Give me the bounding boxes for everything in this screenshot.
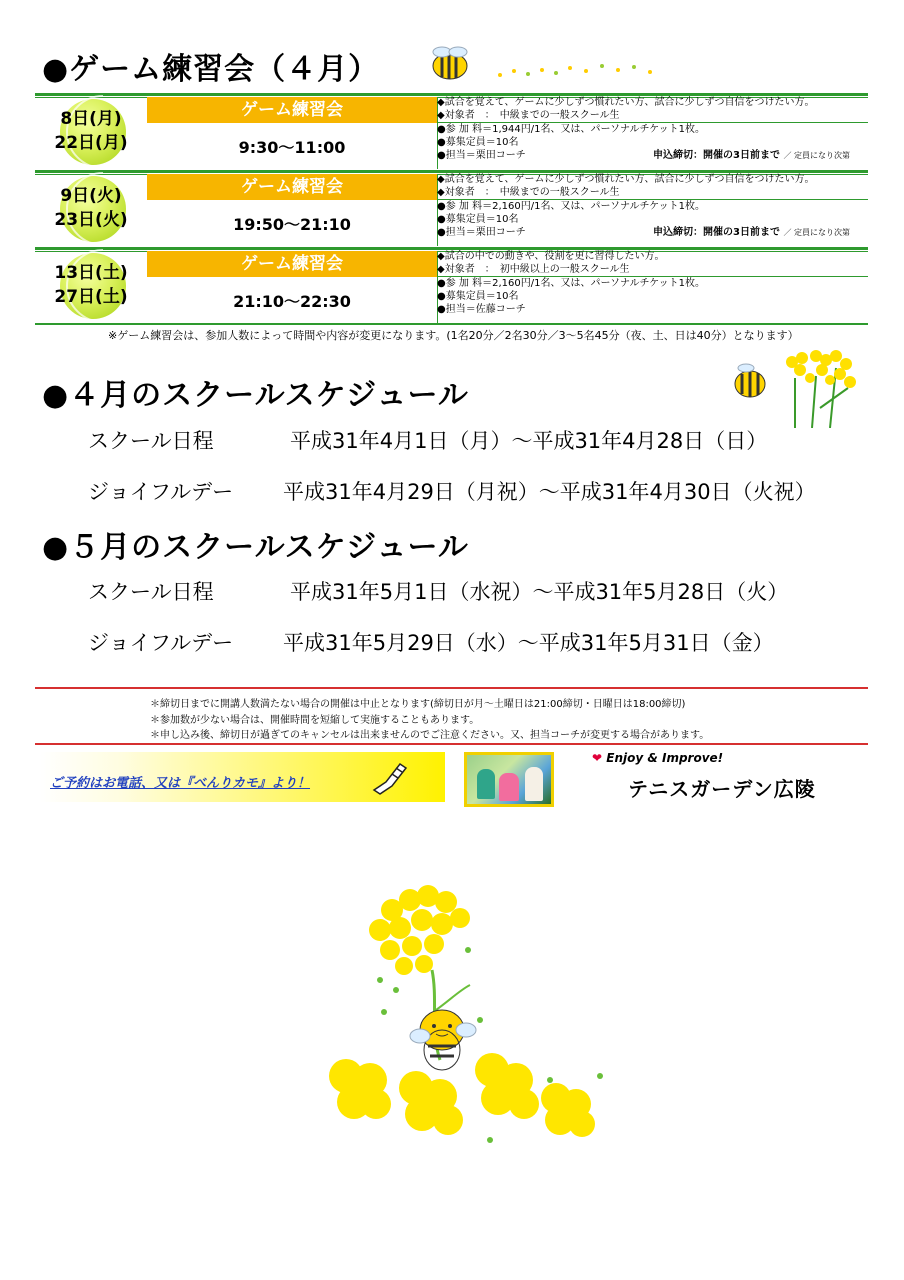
bee-icon <box>428 44 668 88</box>
event-title: ゲーム練習会 <box>147 251 437 277</box>
may-school-label: スクール日程 <box>88 580 214 604</box>
reserve-banner[interactable] <box>40 752 445 802</box>
deadline: 申込締切：開催の3日前まで <box>653 227 780 238</box>
event-date-2: 23日(火) <box>54 210 128 230</box>
slogan-text: Enjoy & Improve! <box>606 751 724 765</box>
may-joy-label: ジョイフルデー <box>88 631 234 655</box>
event-dates <box>35 184 147 232</box>
info-line: ●募集定員＝10名 <box>437 291 519 302</box>
info-line: ◆対象者 ： 初中級以上の一般スクール生 <box>437 263 868 277</box>
event-info <box>437 173 868 239</box>
game-note: ※ゲーム練習会は、参加人数によって時間や内容が変更になります。(1名20分／2名30分／3〜5名45分（夜、土、日は40分）となります） <box>108 329 799 342</box>
event-time: 9:30〜11:00 <box>238 138 346 157</box>
info-line: ●担当＝栗田コーチ <box>437 150 526 161</box>
info-line: ◆試合を覚えて、ゲームに少しずつ慣れたい方、試合に少しずつ自信をつけたい方。 <box>437 97 815 108</box>
april-school-label: スクール日程 <box>88 429 214 453</box>
game-practice-heading: ●ゲーム練習会（４月） <box>42 52 380 87</box>
event-time: 19:50〜21:10 <box>233 215 351 234</box>
info-line: ●募集定員＝10名 <box>437 137 519 148</box>
april-joy-value: 平成31年4月29日（月祝）〜平成31年4月30日（火祝） <box>283 480 816 504</box>
event-row <box>35 93 868 169</box>
event-date-1: 13日(土) <box>54 263 128 283</box>
april-heading: ●４月のスクールスケジュール <box>42 378 469 413</box>
flower-icon <box>730 348 860 428</box>
brand-name: テニスガーデン広陵 <box>628 777 816 801</box>
note-line: ＊参加数が少ない場合は、開催時間を短縮して実施することもあります。 <box>150 715 480 726</box>
april-joy-label: ジョイフルデー <box>88 480 234 504</box>
info-line: ◆対象者 ： 中級までの一般スクール生 <box>437 186 868 200</box>
deadline-note: ／ 定員になり次第 <box>783 151 850 160</box>
event-row <box>35 170 868 246</box>
slogan <box>592 751 723 765</box>
info-line: ●参 加 料＝1,944円/1名、又は、パーソナルチケット1枚。 <box>437 124 706 135</box>
info-line: ●担当＝佐藤コーチ <box>437 304 526 315</box>
divider <box>35 743 868 745</box>
event-dates <box>35 261 147 309</box>
info-line: ●募集定員＝10名 <box>437 214 519 225</box>
event-info <box>437 96 868 162</box>
info-line: ●参 加 料＝2,160円/1名、又は、パーソナルチケット1枚。 <box>437 278 706 289</box>
info-line: ◆試合の中での動きや、役割を更に習得したい方。 <box>437 251 665 262</box>
info-line: ◆試合を覚えて、ゲームに少しずつ慣れたい方、試合に少しずつ自信をつけたい方。 <box>437 174 815 185</box>
reserve-link[interactable]: ご予約はお電話、又は『べんりカモ』より！ <box>50 776 311 791</box>
info-line: ●担当＝栗田コーチ <box>437 227 526 238</box>
event-time: 21:10〜22:30 <box>233 292 351 311</box>
may-heading: ●５月のスクールスケジュール <box>42 530 469 565</box>
heart-icon: ❤ <box>592 751 603 765</box>
divider <box>35 687 868 689</box>
event-date-2: 22日(月) <box>54 133 128 153</box>
note-line: ＊申し込み後、締切日が過ぎてのキャンセルは出来ませんのでご注意ください。又、担当コーチが変更する場合があります。 <box>150 730 710 741</box>
event-title: ゲーム練習会 <box>147 174 437 200</box>
event-title: ゲーム練習会 <box>147 97 437 123</box>
info-line: ◆対象者 ： 中級までの一般スクール生 <box>437 109 868 123</box>
info-line: ●参 加 料＝2,160円/1名、又は、パーソナルチケット1枚。 <box>437 201 706 212</box>
event-date-2: 27日(土) <box>54 287 128 307</box>
may-joy-value: 平成31年5月29日（水）〜平成31年5月31日（金） <box>283 631 774 655</box>
flower-bee-illustration <box>300 880 620 1160</box>
photo <box>464 752 554 807</box>
event-info <box>437 250 868 316</box>
divider <box>35 323 868 325</box>
may-school-value: 平成31年5月1日（水祝）〜平成31年5月28日（火） <box>290 580 789 604</box>
april-school-value: 平成31年4月1日（月）〜平成31年4月28日（日） <box>290 429 768 453</box>
phone-icon <box>370 760 410 796</box>
note-line: ＊締切日までに開講人数満たない場合の開催は中止となります(締切日が月〜土曜日は21:00締切・日曜日は18:00締切) <box>150 699 686 710</box>
event-date-1: 8日(月) <box>60 109 122 129</box>
deadline: 申込締切：開催の3日前まで <box>653 150 780 161</box>
event-dates <box>35 107 147 155</box>
event-date-1: 9日(火) <box>60 186 122 206</box>
event-row <box>35 247 868 323</box>
deadline-note: ／ 定員になり次第 <box>783 228 850 237</box>
